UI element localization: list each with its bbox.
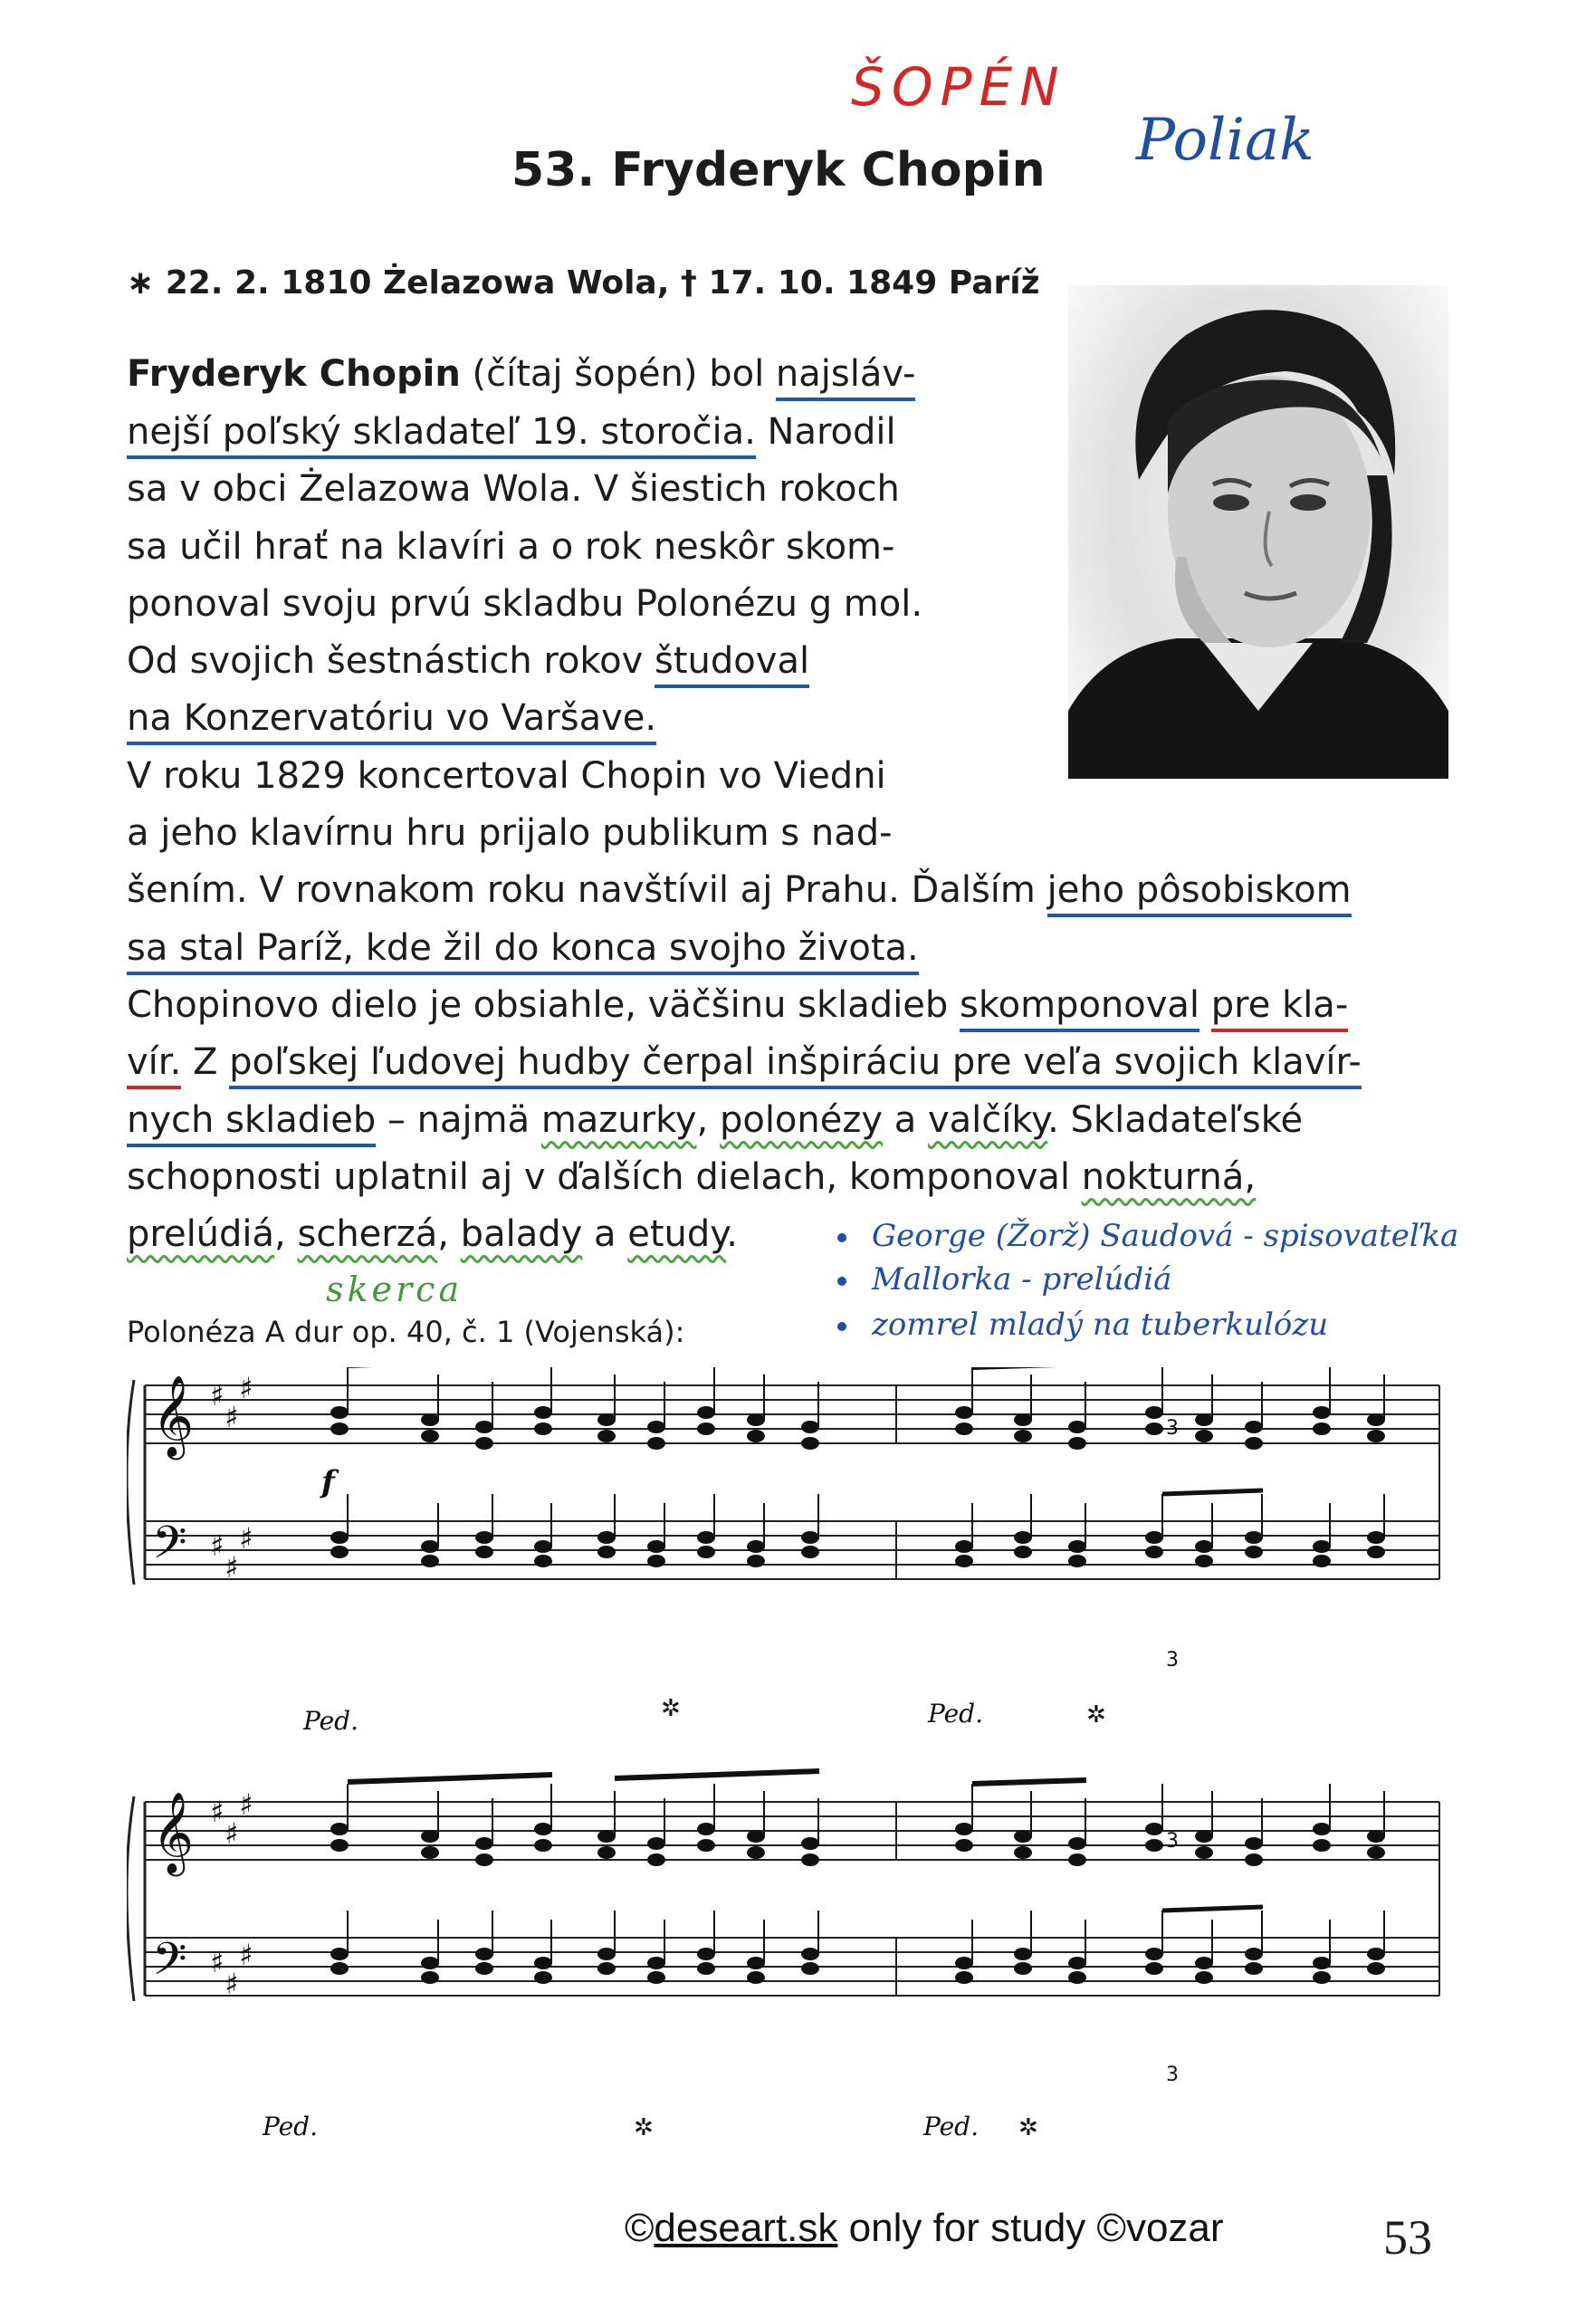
copyright-link[interactable]: deseart.sk bbox=[654, 2206, 838, 2250]
text-span: schopnosti uplatnil aj v ďalších dielach, komponoval bbox=[127, 1156, 1082, 1198]
notehead bbox=[1195, 1540, 1213, 1553]
bass-clef: 𝄢 bbox=[152, 1933, 187, 1997]
notehead bbox=[1145, 1531, 1163, 1544]
music-system-2 bbox=[127, 1771, 1439, 2001]
text-line-8: V roku 1829 koncertoval Chopin vo Viedni bbox=[127, 755, 886, 797]
notehead bbox=[421, 1971, 439, 1984]
notehead bbox=[1145, 1962, 1163, 1975]
pedal-mark: Ped. bbox=[923, 2112, 979, 2141]
notehead bbox=[1367, 1948, 1385, 1960]
notehead bbox=[1245, 1837, 1263, 1850]
note-text: Mallorka - prelúdiá bbox=[872, 1261, 1172, 1298]
text-span: , bbox=[437, 1213, 461, 1255]
notehead bbox=[597, 1413, 616, 1426]
notehead bbox=[647, 1853, 665, 1866]
sharp-sign: ♯ bbox=[225, 1967, 239, 2001]
notehead bbox=[1068, 1555, 1086, 1567]
notehead bbox=[597, 1846, 616, 1859]
treble-clef: 𝄞 bbox=[152, 1792, 195, 1873]
notehead bbox=[1145, 1948, 1163, 1960]
life-dates: ∗ 22. 2. 1810 Żelazowa Wola, † 17. 10. 1849 Paríž bbox=[127, 264, 1040, 302]
underline-red: pre kla- bbox=[1211, 984, 1349, 1032]
notehead bbox=[1367, 1430, 1385, 1442]
notehead bbox=[747, 1540, 765, 1553]
notehead bbox=[1367, 1830, 1385, 1843]
sharp-sign: ♯ bbox=[225, 1550, 239, 1585]
notehead bbox=[534, 1555, 552, 1567]
text-line-9: a jeho klavírnu hru prijalo publikum s nad- bbox=[127, 812, 893, 854]
sharp-sign: ♯ bbox=[210, 1795, 225, 1829]
bullet-dot bbox=[837, 1233, 846, 1242]
notehead bbox=[534, 1957, 552, 1969]
notehead bbox=[1014, 1830, 1032, 1843]
notehead bbox=[697, 1839, 715, 1852]
sharp-sign: ♯ bbox=[225, 1400, 239, 1434]
notehead bbox=[697, 1531, 715, 1544]
notehead bbox=[1313, 1839, 1331, 1852]
notehead bbox=[955, 1422, 973, 1435]
wavy-underline: mazurky bbox=[540, 1099, 697, 1141]
notehead bbox=[801, 1546, 819, 1558]
notehead bbox=[697, 1422, 715, 1435]
notehead bbox=[1068, 1437, 1086, 1450]
notehead bbox=[1367, 1962, 1385, 1975]
dynamic-forte: f bbox=[321, 1464, 335, 1500]
notehead bbox=[1195, 1971, 1213, 1984]
notehead bbox=[1313, 1971, 1331, 1984]
text-span: a bbox=[582, 1213, 628, 1255]
text-line-16 bbox=[127, 1213, 738, 1255]
page-number: 53 bbox=[1383, 2210, 1432, 2265]
wavy-underline: polonézy bbox=[719, 1099, 884, 1141]
sharp-sign: ♯ bbox=[210, 1528, 225, 1563]
text-span: Z bbox=[181, 1041, 230, 1083]
notehead bbox=[697, 1823, 715, 1835]
notehead bbox=[534, 1823, 552, 1835]
underline-blue: skomponoval bbox=[960, 984, 1199, 1032]
bullet-dot bbox=[837, 1322, 846, 1331]
notehead bbox=[955, 1406, 973, 1419]
notehead bbox=[1195, 1413, 1213, 1426]
triplet-mark: 3 bbox=[1166, 1649, 1179, 1671]
notehead bbox=[955, 1555, 973, 1567]
notehead bbox=[801, 1437, 819, 1450]
pedal-mark: Ped. bbox=[263, 2112, 318, 2141]
triplet-mark: 3 bbox=[1166, 2064, 1179, 2086]
pedal-mark: Ped. bbox=[928, 1699, 983, 1729]
notehead bbox=[955, 1957, 973, 1969]
notehead bbox=[1195, 1555, 1213, 1567]
notehead bbox=[1068, 1421, 1086, 1433]
notehead bbox=[801, 1853, 819, 1866]
wavy-underline: scherzá bbox=[297, 1213, 438, 1255]
text-span: – najmä bbox=[376, 1099, 541, 1141]
wavy-underline: prelúdiá bbox=[127, 1213, 275, 1255]
note-text: zomrel mladý na tuberkulózu bbox=[872, 1307, 1329, 1343]
brace bbox=[127, 1380, 134, 1585]
underline-blue: nejší poľský skladateľ 19. storočia. bbox=[127, 411, 756, 459]
notehead bbox=[421, 1413, 439, 1426]
notehead bbox=[1245, 1531, 1263, 1544]
notehead bbox=[1145, 1546, 1163, 1558]
underline-blue: na Konzervatóriu vo Varšave. bbox=[127, 697, 656, 745]
notehead bbox=[475, 1531, 493, 1544]
bold-name: Fryderyk Chopin bbox=[127, 353, 461, 395]
notehead bbox=[1014, 1531, 1032, 1544]
sharp-sign: ♯ bbox=[239, 1787, 253, 1822]
text-span: , bbox=[274, 1213, 298, 1255]
notehead bbox=[1313, 1406, 1331, 1419]
notehead bbox=[597, 1430, 616, 1442]
text-line-4: sa učil hrať na klavíri a o rok neskôr skom- bbox=[127, 526, 895, 568]
notehead bbox=[1245, 1853, 1263, 1866]
wavy-underline: valčíky bbox=[927, 1099, 1048, 1141]
beam bbox=[972, 1780, 1086, 1784]
notehead bbox=[801, 1531, 819, 1544]
notehead bbox=[597, 1948, 616, 1960]
wavy-underline: etudy bbox=[627, 1213, 727, 1255]
notehead bbox=[801, 1421, 819, 1433]
notehead bbox=[647, 1437, 665, 1450]
notehead bbox=[1068, 1540, 1086, 1553]
underline-blue: sa stal Paríž, kde žil do konca svojho života. bbox=[127, 927, 919, 975]
note-text: George (Žorž) Saudová - spisovateľka bbox=[872, 1218, 1459, 1254]
notehead bbox=[1068, 1853, 1086, 1866]
notehead bbox=[747, 1971, 765, 1984]
score-caption: Polonéza A dur op. 40, č. 1 (Vojenská): bbox=[127, 1315, 685, 1349]
notehead bbox=[475, 1546, 493, 1558]
notehead bbox=[1245, 1421, 1263, 1433]
wavy-underline: nokturná, bbox=[1081, 1156, 1257, 1198]
text-span: Narodil bbox=[755, 411, 896, 453]
notehead bbox=[647, 1540, 665, 1553]
notehead bbox=[801, 1837, 819, 1850]
notehead bbox=[534, 1540, 552, 1553]
sharp-sign: ♯ bbox=[239, 1521, 253, 1556]
notehead bbox=[647, 1421, 665, 1433]
notehead bbox=[421, 1555, 439, 1567]
notehead bbox=[747, 1830, 765, 1843]
notehead bbox=[330, 1962, 349, 1975]
notehead bbox=[475, 1948, 493, 1960]
notehead bbox=[1367, 1531, 1385, 1544]
notehead bbox=[1145, 1422, 1163, 1435]
notehead bbox=[1245, 1437, 1263, 1450]
pedal-release: ✲ bbox=[661, 1695, 681, 1722]
sharp-sign: ♯ bbox=[239, 1371, 253, 1405]
handwritten-note-3 bbox=[837, 1307, 1328, 1343]
notehead bbox=[330, 1546, 349, 1558]
notehead bbox=[421, 1540, 439, 1553]
annotation-phonetic: ŠOPÉN bbox=[851, 56, 1066, 118]
text-span: Chopinovo dielo je obsiahle, väčšinu skladieb bbox=[127, 984, 960, 1026]
notehead bbox=[330, 1948, 349, 1960]
text-span: . Skladateľské bbox=[1047, 1099, 1304, 1141]
notehead bbox=[1014, 1413, 1032, 1426]
pedal-mark: Ped. bbox=[303, 1706, 358, 1736]
notehead bbox=[1367, 1413, 1385, 1426]
bullet-dot bbox=[837, 1277, 846, 1286]
text-line-12 bbox=[127, 984, 1349, 1026]
notehead bbox=[801, 1948, 819, 1960]
brace bbox=[127, 1796, 134, 2001]
notehead bbox=[955, 1839, 973, 1852]
text-span: Od svojich šestnástich rokov bbox=[127, 640, 655, 682]
copyright-notice bbox=[625, 2206, 1224, 2251]
notehead bbox=[1145, 1839, 1163, 1852]
notehead bbox=[1195, 1846, 1213, 1859]
text-span bbox=[1199, 984, 1211, 1026]
notehead bbox=[955, 1540, 973, 1553]
beam bbox=[348, 1775, 552, 1782]
notehead bbox=[1245, 1948, 1263, 1960]
underline-red: vír. bbox=[127, 1041, 181, 1089]
notehead bbox=[801, 1962, 819, 1975]
annotation-scherzo-pronunciation: skerca bbox=[326, 1269, 464, 1309]
handwritten-note-2 bbox=[837, 1261, 1171, 1298]
text-span: . bbox=[726, 1213, 738, 1255]
notehead bbox=[697, 1546, 715, 1558]
underline-blue: študoval bbox=[655, 640, 809, 688]
notehead bbox=[1068, 1957, 1086, 1969]
notehead bbox=[697, 1406, 715, 1419]
underline-blue: jeho pôsobiskom bbox=[1047, 869, 1352, 917]
notehead bbox=[1245, 1962, 1263, 1975]
pedal-release: ✲ bbox=[634, 2114, 654, 2141]
notehead bbox=[475, 1962, 493, 1975]
notehead bbox=[421, 1430, 439, 1442]
sharp-sign: ♯ bbox=[225, 1816, 239, 1851]
sharp-sign: ♯ bbox=[210, 1378, 225, 1413]
notehead bbox=[647, 1957, 665, 1969]
beam bbox=[615, 1771, 819, 1778]
text-line-14 bbox=[127, 1099, 1304, 1141]
copyright-symbol: © bbox=[625, 2206, 655, 2250]
page-title: 53. Fryderyk Chopin bbox=[511, 143, 1046, 197]
notehead bbox=[534, 1422, 552, 1435]
notehead bbox=[747, 1846, 765, 1859]
pedal-release: ✲ bbox=[1018, 2114, 1038, 2141]
text-span: , bbox=[696, 1099, 720, 1141]
notehead bbox=[330, 1531, 349, 1544]
notehead bbox=[330, 1422, 349, 1435]
underline-blue: nych skladieb bbox=[127, 1099, 376, 1147]
notehead bbox=[421, 1846, 439, 1859]
notehead bbox=[955, 1971, 973, 1984]
text-line-5: ponoval svoju prvú skladbu Polonézu g mol. bbox=[127, 583, 923, 625]
notehead bbox=[475, 1853, 493, 1866]
wavy-underline: balady bbox=[460, 1213, 583, 1255]
notehead bbox=[1367, 1546, 1385, 1558]
notehead bbox=[475, 1421, 493, 1433]
handwritten-note-1 bbox=[837, 1218, 1458, 1254]
notehead bbox=[1014, 1546, 1032, 1558]
notehead bbox=[1145, 1823, 1163, 1835]
text-span: šením. V rovnakom roku navštívil aj Prahu. Ďalším bbox=[127, 869, 1047, 911]
notehead bbox=[1313, 1422, 1331, 1435]
notehead bbox=[1145, 1406, 1163, 1419]
notehead bbox=[1313, 1555, 1331, 1567]
notehead bbox=[330, 1823, 349, 1835]
annotation-nationality: Poliak bbox=[1136, 107, 1314, 174]
notehead bbox=[421, 1830, 439, 1843]
pedal-release: ✲ bbox=[1086, 1701, 1106, 1729]
text-line-11 bbox=[127, 927, 919, 969]
notehead bbox=[1195, 1957, 1213, 1969]
notehead bbox=[534, 1839, 552, 1852]
notehead bbox=[1014, 1430, 1032, 1442]
text-line-7 bbox=[127, 697, 657, 739]
portrait-drawing bbox=[1068, 285, 1448, 779]
notehead bbox=[1367, 1846, 1385, 1859]
text-line-2 bbox=[127, 411, 896, 453]
notehead bbox=[1245, 1546, 1263, 1558]
notehead bbox=[747, 1413, 765, 1426]
notehead bbox=[330, 1839, 349, 1852]
notehead bbox=[697, 1962, 715, 1975]
notehead bbox=[1068, 1837, 1086, 1850]
notehead bbox=[647, 1837, 665, 1850]
treble-clef: 𝄞 bbox=[152, 1375, 195, 1457]
notehead bbox=[475, 1437, 493, 1450]
chopin-portrait bbox=[1068, 285, 1448, 779]
notehead bbox=[1068, 1971, 1086, 1984]
notehead bbox=[421, 1957, 439, 1969]
notehead bbox=[597, 1546, 616, 1558]
notehead bbox=[1014, 1962, 1032, 1975]
notehead bbox=[1195, 1830, 1213, 1843]
underline-blue: najsláv- bbox=[776, 353, 915, 401]
notehead bbox=[747, 1957, 765, 1969]
notehead bbox=[1014, 1846, 1032, 1859]
beam bbox=[1162, 1490, 1263, 1494]
sheet-music bbox=[127, 1367, 1467, 2146]
text-span: a bbox=[883, 1099, 928, 1141]
notehead bbox=[534, 1406, 552, 1419]
notehead bbox=[747, 1555, 765, 1567]
notehead bbox=[597, 1531, 616, 1544]
notehead bbox=[597, 1830, 616, 1843]
underline-blue: poľskej ľudovej hudby čerpal inšpiráciu pre veľa svojich klavír- bbox=[229, 1041, 1362, 1089]
notehead bbox=[534, 1971, 552, 1984]
notehead bbox=[647, 1971, 665, 1984]
text-line-6 bbox=[127, 640, 810, 682]
notehead bbox=[1313, 1540, 1331, 1553]
text-line-3: sa v obci Żelazowa Wola. V šiestich rokoch bbox=[127, 468, 900, 510]
bass-clef: 𝄢 bbox=[152, 1517, 187, 1580]
sharp-sign: ♯ bbox=[210, 1945, 225, 1979]
notehead bbox=[475, 1837, 493, 1850]
sharp-sign: ♯ bbox=[239, 1938, 253, 1972]
notehead bbox=[697, 1948, 715, 1960]
triplet-mark: 3 bbox=[1166, 1417, 1179, 1440]
text-line-13 bbox=[127, 1041, 1362, 1083]
text-line-1 bbox=[127, 353, 941, 395]
copyright-suffix: only for study ©vozar bbox=[837, 2206, 1224, 2250]
text-span: (čítaj šopén) bol bbox=[460, 353, 776, 395]
notehead bbox=[647, 1555, 665, 1567]
triplet-mark: 3 bbox=[1166, 1830, 1179, 1853]
notehead bbox=[330, 1406, 349, 1419]
notehead bbox=[1195, 1430, 1213, 1442]
text-line-15 bbox=[127, 1156, 1257, 1198]
notehead bbox=[1313, 1957, 1331, 1969]
notehead bbox=[1313, 1823, 1331, 1835]
text-line-10 bbox=[127, 869, 1352, 911]
notehead bbox=[955, 1823, 973, 1835]
notehead bbox=[597, 1962, 616, 1975]
beam bbox=[1162, 1907, 1263, 1911]
notehead bbox=[747, 1430, 765, 1442]
notehead bbox=[1014, 1948, 1032, 1960]
